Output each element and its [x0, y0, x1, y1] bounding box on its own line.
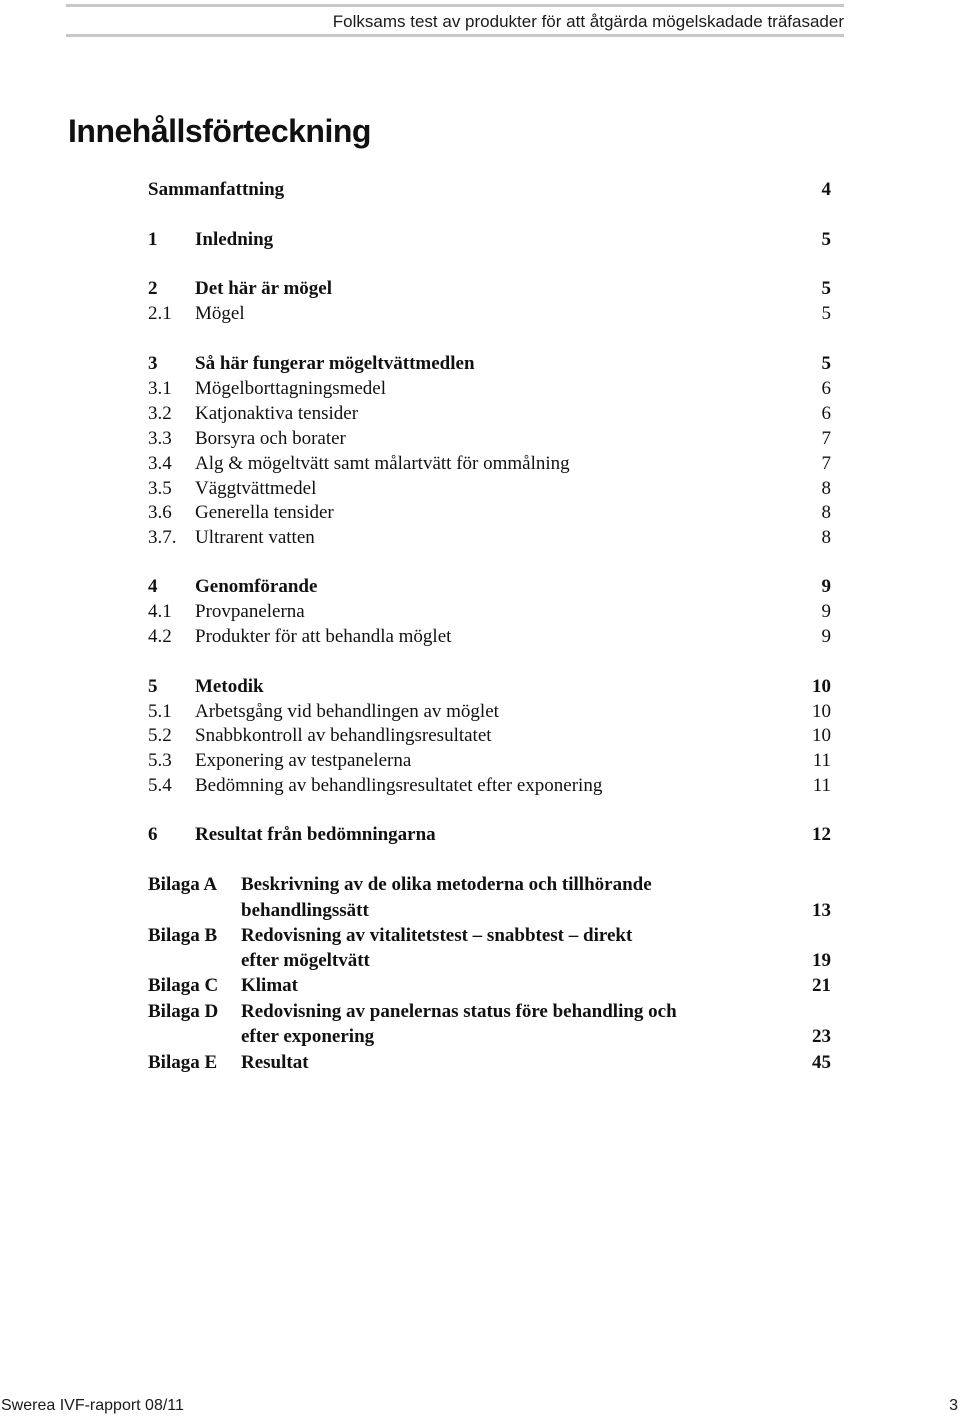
toc-entry-appendix-b-cont[interactable] — [0, 948, 960, 973]
toc-entry-page: 9 — [821, 576, 831, 597]
toc-entry-title: Genomförande — [195, 576, 318, 597]
toc-entry-3-2[interactable] — [0, 401, 960, 426]
toc-entry-number: Bilaga B — [148, 925, 218, 946]
toc-entry-number: 5.1 — [148, 701, 172, 722]
toc-entry-5-3[interactable] — [0, 748, 960, 773]
toc-entry-number: 3.2 — [148, 403, 172, 424]
toc-entry-page: 7 — [821, 453, 831, 474]
toc-entry-title: Väggtvättmedel — [195, 478, 317, 499]
toc-entry-page: 12 — [812, 824, 831, 845]
toc-entry-4[interactable] — [0, 574, 960, 599]
toc-entry-title-cont: efter mögeltvätt — [241, 950, 370, 971]
toc-entry-appendix-d[interactable] — [0, 999, 960, 1024]
toc-entry-number: 4 — [148, 576, 158, 597]
toc-entry-number: 6 — [148, 824, 158, 845]
toc-entry-number: 3.6 — [148, 502, 172, 523]
toc-entry-page: 5 — [821, 353, 831, 374]
toc-entry-4-2[interactable] — [0, 624, 960, 649]
toc-entry-3-3[interactable] — [0, 426, 960, 451]
toc-entry-appendix-d-cont[interactable] — [0, 1024, 960, 1049]
toc-entry-number: Bilaga C — [148, 975, 219, 996]
toc-entry-page: 6 — [821, 403, 831, 424]
toc-entry-page: 5 — [821, 278, 831, 299]
toc-entry-title: Så här fungerar mögeltvättmedlen — [195, 353, 475, 374]
toc-entry-page: 10 — [812, 701, 831, 722]
toc-entry-title: Generella tensider — [195, 502, 334, 523]
toc-entry-3-4[interactable] — [0, 451, 960, 476]
toc-entry-5-2[interactable] — [0, 723, 960, 748]
toc-entry-title: Redovisning av vitalitetstest – snabbtest – direkt — [241, 925, 633, 946]
toc-entry-title: Produkter för att behandla möglet — [195, 626, 452, 647]
toc-entry-page: 5 — [821, 303, 831, 324]
toc-entry-3-7[interactable] — [0, 525, 960, 550]
toc-entry-page: 11 — [812, 750, 831, 771]
page-title: Innehållsförteckning — [68, 113, 371, 149]
toc-entry-number: 5.4 — [148, 775, 172, 796]
toc-entry-page: 11 — [812, 775, 831, 796]
toc-entry-page: 9 — [821, 626, 831, 647]
toc-entry-appendix-b[interactable] — [0, 923, 960, 948]
toc-entry-title-cont: efter exponering — [241, 1026, 375, 1047]
toc-entry-number: 3.3 — [148, 428, 172, 449]
toc-entry-3-1[interactable] — [0, 376, 960, 401]
toc-entry-page: 6 — [821, 378, 831, 399]
toc-entry-title: Arbetsgång vid behandlingen av möglet — [195, 701, 499, 722]
toc-entry-3-5[interactable] — [0, 476, 960, 501]
toc-entry-title: Klimat — [241, 975, 298, 996]
toc-entry-title: Metodik — [195, 676, 264, 697]
toc-entry-number: 3.1 — [148, 378, 172, 399]
toc-entry-4-1[interactable] — [0, 599, 960, 624]
toc-entry-page: 4 — [821, 179, 831, 200]
toc-entry-page: 9 — [821, 601, 831, 622]
toc-entry-number: 2.1 — [148, 303, 172, 324]
toc-entry-title: Mögel — [195, 303, 245, 324]
toc-entry-number: 5 — [148, 676, 158, 697]
toc-entry-page: 8 — [821, 478, 831, 499]
toc-entry-number: 3.5 — [148, 478, 172, 499]
toc-entry-number: 3.7. — [148, 527, 177, 548]
toc-entry-3[interactable] — [0, 351, 960, 376]
toc-entry-title: Mögelborttagningsmedel — [195, 378, 387, 399]
toc-entry-appendix-e[interactable] — [0, 1050, 960, 1075]
toc-entry-5-4[interactable] — [0, 773, 960, 798]
toc-entry-number: Bilaga E — [148, 1052, 218, 1073]
toc-entry-number: Bilaga A — [148, 874, 218, 895]
footer-page-number: 3 — [949, 1397, 958, 1414]
toc-entry-2-1[interactable] — [0, 301, 960, 326]
toc-entry-appendix-a[interactable] — [0, 872, 960, 897]
toc-entry-number: 5.3 — [148, 750, 172, 771]
toc-entry-5[interactable] — [0, 674, 960, 699]
toc-entry-title: Sammanfattning — [148, 179, 285, 200]
toc-entry-page: 21 — [812, 975, 831, 996]
toc-entry-number: 4.2 — [148, 626, 172, 647]
toc-entry-page: 23 — [812, 1026, 831, 1047]
toc-entry-page: 10 — [812, 725, 831, 746]
toc-entry-title: Det här är mögel — [195, 278, 333, 299]
toc-entry-title: Snabbkontroll av behandlingsresultatet — [195, 725, 492, 746]
toc-entry-3-6[interactable] — [0, 500, 960, 525]
toc-entry-number: 3.4 — [148, 453, 172, 474]
toc-entry-title: Ultrarent vatten — [195, 527, 315, 548]
toc-entry-title: Resultat — [241, 1052, 309, 1073]
toc-entry-number: 5.2 — [148, 725, 172, 746]
toc-entry-title: Resultat från bedömningarna — [195, 824, 436, 845]
toc-entry-page: 5 — [821, 229, 831, 250]
toc-entry-page: 7 — [821, 428, 831, 449]
toc-entry-appendix-a-cont[interactable] — [0, 898, 960, 923]
toc-entry-title: Beskrivning av de olika metoderna och tillhörande — [241, 874, 652, 895]
toc-entry-title-cont: behandlingssätt — [241, 900, 369, 921]
toc-entry-number: 2 — [148, 278, 158, 299]
toc-entry-page: 10 — [812, 676, 831, 697]
toc-entry-6[interactable] — [0, 822, 960, 847]
toc-entry-2[interactable] — [0, 276, 960, 301]
toc-entry-summary[interactable] — [0, 177, 960, 202]
toc-entry-title: Redovisning av panelernas status före behandling och — [241, 1001, 677, 1022]
toc-entry-title: Borsyra och borater — [195, 428, 346, 449]
toc-entry-page: 13 — [812, 900, 831, 921]
toc-entry-title: Katjonaktiva tensider — [195, 403, 359, 424]
toc-entry-title: Exponering av testpanelerna — [195, 750, 412, 771]
toc-entry-1[interactable] — [0, 227, 960, 252]
toc-entry-page: 8 — [821, 502, 831, 523]
running-header-title: Folksams test av produkter för att åtgärda mögelskadade träfasader — [332, 12, 844, 31]
toc-entry-appendix-c[interactable] — [0, 973, 960, 998]
toc-entry-number: 3 — [148, 353, 158, 374]
toc-entry-page: 8 — [821, 527, 831, 548]
toc-entry-title: Provpanelerna — [195, 601, 305, 622]
toc-entry-title: Alg & mögeltvätt samt målartvätt för ommålning — [195, 453, 570, 474]
toc-entry-title: Bedömning av behandlingsresultatet efter exponering — [195, 775, 603, 796]
toc-entry-page: 45 — [812, 1052, 831, 1073]
toc-entry-page: 19 — [812, 950, 831, 971]
toc-entry-title: Inledning — [195, 229, 274, 250]
toc-entry-number: Bilaga D — [148, 1001, 219, 1022]
toc-entry-number: 4.1 — [148, 601, 172, 622]
toc-entry-number: 1 — [148, 229, 158, 250]
toc-entry-5-1[interactable] — [0, 699, 960, 724]
footer-report-id: Swerea IVF-rapport 08/11 — [1, 1397, 184, 1414]
